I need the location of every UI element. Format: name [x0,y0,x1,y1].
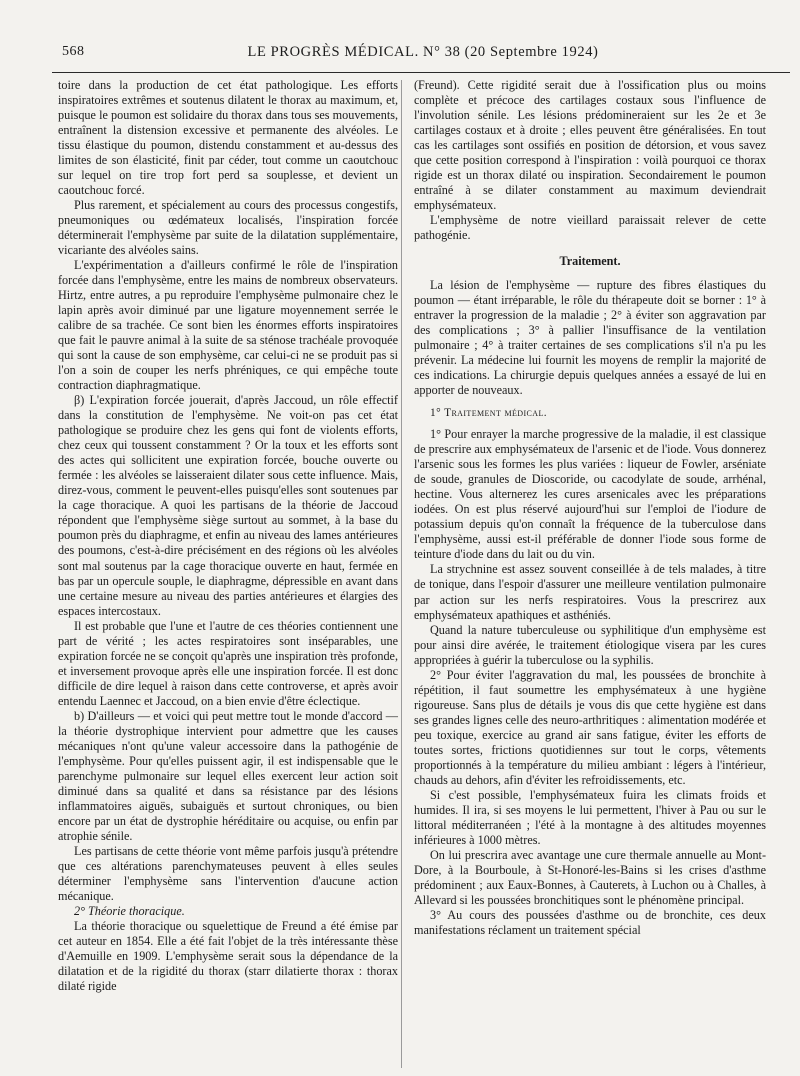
left-column [58,78,398,994]
running-title: LE PROGRÈS MÉDICAL. N° 38 (20 Septembre 1924) [247,44,599,60]
paragraph: On lui prescrira avec avantage une cure thermale annuelle au Mont-Dore, à la Bourboule, à St-Honoré-les-Bains si les crises d'asthme prédominent ; aux Eaux-Bonnes, à Cauterets, à Luchon ou à Challes, à Allevard si les poussées bronchitiques sont le phénomène principal. [414,847,766,907]
right-column [414,78,766,938]
paragraph: β) L'expiration forcée jouerait, d'après Jaccoud, un rôle effectif dans la constitution de l'emphysème. Ne voit-on pas cet état pathologique se produire chez les gens qui font de violents efforts, chez ceux qui toussent constamment ? Or la toux et les efforts sont des actes qui sollicitent une expiration forcée, bouche ouverte ou fermée : les alvéoles se laisseraient dilater sous cette influence. Mais, direz-vous, comment le peuvent-elles puisqu'elles sont soutenues par la cage thoracique. A quoi les partisans de la théorie de Jaccoud répondent que l'emphysème siège surtout au sommet, à la base du poumon près du diaphragme, et enfin au niveau des lames antérieures des poumons, c'est-à-dire précisément en des régions où les alvéoles sont mal soutenus par la cage thoracique ouverte en haut, fermée en bas par un opercule souple, le diaphragme, dépressible en avant dans une certaine mesure au niveau des parties antérieures et élargies des espaces intercostaux. [58,393,398,618]
traitement-medical-heading: 1° Traitement médical. [430,407,548,420]
page-header [62,44,784,64]
section-heading-thoracique: 2° Théorie thoracique. [74,903,185,918]
traitement-heading: Traitement. [559,254,621,269]
paragraph: La lésion de l'emphysème — rupture des fibres élastiques du poumon — étant irréparable, le rôle du thérapeute doit se borner : 1° à entraver la progression de la maladie ; 2° à éviter son aggravation par des complications ; 3° à pallier l'insuffisance de la ventilation pulmonaire ; 4° à traiter certaines de ses complications s'il n'a pu les prévenir. La médecine lui fournit les moyens de remplir la majorité de ces indications. La chirurgie depuis quelques années a essayé de lui en apporter de nouveaux. [414,278,766,398]
paragraph: 1° Pour enrayer la marche progressive de la maladie, il est classique de prescrire aux emphysémateux de l'arsenic et de l'iode. Vous donnerez l'arsenic sous les formes les plus variées : liqueur de Fowler, arséniate de soude, granules de Dioscoride, ou cacodylate de soude, arrhénal, hectine. Vous alternerez les cures arsenicales avec les préparations iodées. On est plus réservé aujourd'hui sur l'emploi de l'iodure de potassium depuis qu'on connaît la fréquence de la tuberculose dans l'emphysème, aussi est-il préférable de donner l'iode sous forme de teinture d'iode dans du lait ou du vin. [414,427,766,562]
paragraph: Quand la nature tuberculeuse ou syphilitique d'un emphysème est pour ainsi dire avérée, le traitement étiologique visera par les cures appropriées à guérir la tuberculose ou la syphilis. [414,622,766,667]
paragraph: L'expérimentation a d'ailleurs confirmé le rôle de l'inspiration forcée dans l'emphysème, entre les mains de nombreux observateurs. Hirtz, entre autres, a pu reproduire l'emphysème pulmonaire chez le lapin après avoir diminué par une ligature moyennement serrée le calibre de sa trachée. Ce sont bien les énormes efforts inspiratoires que fait le pauvre animal à la suite de sa sténose trachéale provoquée qui sont la cause de son emphysème, car celui-ci ne se produit pas si l'on a soin de couper les nerfs phréniques, ce qui empêche toute contraction diaphragmatique. [58,258,398,393]
paragraph: Il est probable que l'une et l'autre de ces théories contiennent une part de vérité ; les actes respiratoires sont inséparables, une expiration forcée ne se conçoit qu'après une inspiration très profonde, et inversement provoque après elle une inspiration forcée. Il est donc difficile de dire lequel à raison dans cette controverse, et après avoir entendu Laennec et Jaccoud, on a bien envie d'être éclectique. [58,618,398,708]
column-divider [401,80,402,1068]
paragraph: toire dans la production de cet état pathologique. Les efforts inspiratoires extrêmes et soutenus dilatent le thorax au maximum, et, puisque le poumon est solidaire du thorax dans tous ses mouvements, entraînent la distension excessive et permanente des alvéoles. Le tissu élastique du poumon, distendu constamment et au-dessus des limites de son élasticité, finit par céder, tout comme un caoutchouc sur lequel on tire trop fort perd sa souplesse, et devient un caoutchouc forcé. [58,78,398,198]
paragraph: 2° Pour éviter l'aggravation du mal, les poussées de bronchite à répétition, il faut soumettre les emphysémateux à une hygiène rigoureuse. Sans plus de détails je vous dis que cette hygiène est dans ses grandes lignes celle des neuro-arthritiques : alimentation modérée et peu toxique, exercice au grand air sans fatigue, éviter les efforts de toutes sortes, frictions quotidiennes sur tout le corps, vêtements proportionnés à la température du milieu ambiant : légers à l'intérieur, chauds au dehors, afin d'éviter les refroidissements, etc. [414,667,766,787]
paragraph: Les partisans de cette théorie vont même parfois jusqu'à prétendre que ces altérations parenchymateuses peuvent à elles seules déterminer l'emphysème sans l'intervention d'aucune action mécanique. [58,843,398,903]
paragraph: Si c'est possible, l'emphysémateux fuira les climats froids et humides. Il ira, si ses moyens le lui permettent, l'hiver à Pau ou sur le littoral méditerranéen ; l'été à la montagne à des altitudes moyennes inférieures à 1000 mètres. [414,787,766,847]
paragraph: La strychnine est assez souvent conseillée à de tels malades, à titre de tonique, dans l'espoir d'assurer une meilleure ventilation pulmonaire par action sur les nerfs respiratoires. Vous la prescrirez aux emphysémateux apathiques et asthéniés. [414,562,766,622]
paragraph: 3° Au cours des poussées d'asthme ou de bronchite, ces deux manifestations réclament un traitement spécial [414,907,766,937]
page-number: 568 [62,44,85,59]
paragraph: (Freund). Cette rigidité serait due à l'ossification plus ou moins complète et précoce des cartilages costaux sous l'influence de l'involution sénile. Les lésions prédomineraient sur les 2e et 3e cartilages costaux et à droite ; elles peuvent être généralisées. En tout cas les cartilages sont ossifiés en position de détorsion, et vous savez que cette position correspond à l'inspiration : voilà pourquoi ce thorax rigide est un thorax dilaté ou inspiration. Secondairement le poumon entraîné à se dilater constamment au maximum deviendrait emphysémateux. [414,78,766,213]
paragraph: L'emphysème de notre vieillard paraissait relever de cette pathogénie. [414,213,766,243]
paragraph: Plus rarement, et spécialement au cours des processus congestifs, pneumoniques ou œdémateux localisés, l'inspiration forcée déterminerait l'emphysème par suite de la dilatation supplémentaire, vicariante des alvéoles sains. [58,198,398,258]
paragraph: b) D'ailleurs — et voici qui peut mettre tout le monde d'accord — la théorie dystrophique intervient pour admettre que les causes mécaniques n'ont qu'une valeur accessoire dans la pathogénie de l'emphysème. Pour qu'elles puissent agir, il est indispensable que le parenchyme pulmonaire sur lequel elles exercent leur action soit diminué dans sa qualité et dans sa résistance par des lésions inflammatoires aiguës, subaiguës et surtout chroniques, ou bien encore par un état de dystrophie héréditaire ou acquise, ou enfin par atrophie sénile. [58,708,398,843]
header-rule [52,72,790,73]
paragraph: La théorie thoracique ou squelettique de Freund a été émise par cet auteur en 1854. Elle a été fait l'objet de la très intéressante thèse d'Aemuille en 1909. L'emphysème serait sous la dépendance de la dilatation et de la rigidité du thorax (starr dilatierte thorax : thorax dilaté rigide [58,918,398,993]
